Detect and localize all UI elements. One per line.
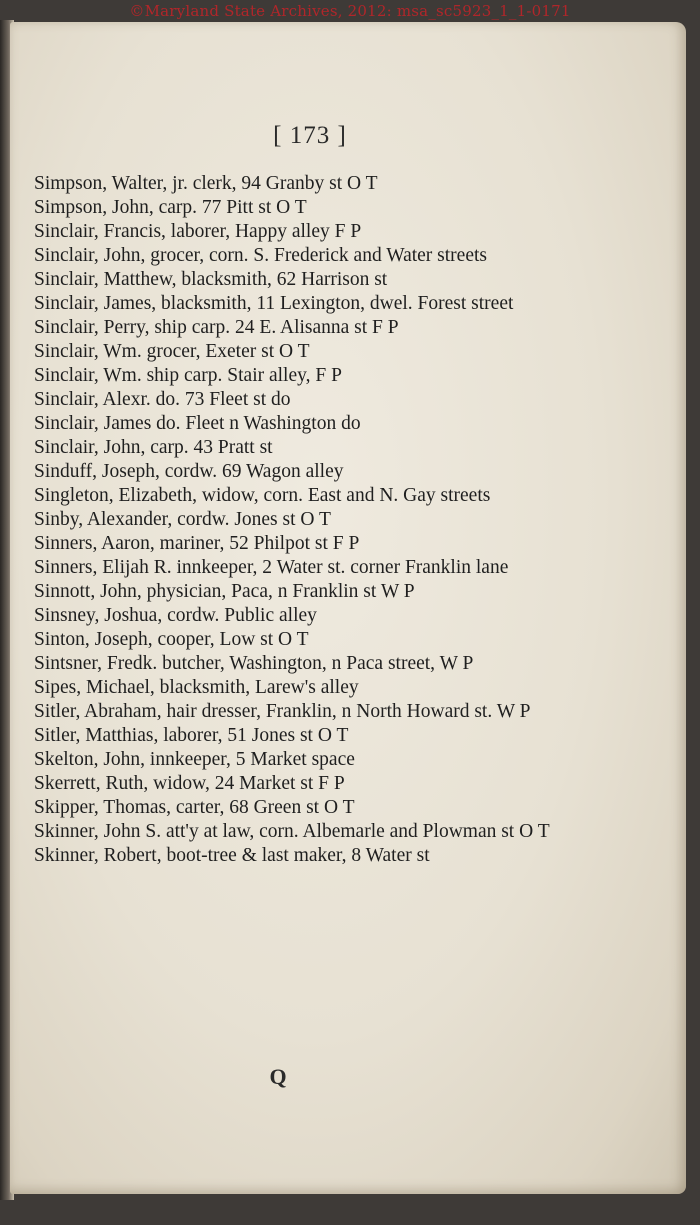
directory-entry: Sinclair, James do. Fleet n Washington do (34, 413, 361, 434)
signature-mark: Q (269, 1064, 287, 1089)
directory-entry: Sinnott, John, physician, Paca, n Franklin st W P (34, 581, 415, 602)
book-page (10, 22, 686, 1194)
directory-entry: Simpson, Walter, jr. clerk, 94 Granby st O T (34, 173, 378, 194)
directory-entry: Sinby, Alexander, cordw. Jones st O T (34, 509, 331, 530)
directory-entry: Sipes, Michael, blacksmith, Larew's alley (34, 677, 359, 698)
directory-entry: Sitler, Abraham, hair dresser, Franklin, n North Howard st. W P (34, 701, 531, 722)
directory-entry: Sinclair, Perry, ship carp. 24 E. Alisanna st F P (34, 317, 399, 338)
directory-entry: Sinclair, James, blacksmith, 11 Lexington, dwel. Forest street (34, 293, 514, 314)
directory-entry: Sinduff, Joseph, cordw. 69 Wagon alley (34, 461, 344, 482)
directory-entry: Skinner, John S. att'y at law, corn. Albemarle and Plowman st O T (34, 821, 550, 842)
directory-entry: Sinclair, Francis, laborer, Happy alley F P (34, 221, 362, 242)
directory-entry: Sinsney, Joshua, cordw. Public alley (34, 605, 317, 626)
directory-entries (34, 172, 560, 868)
directory-entry: Skipper, Thomas, carter, 68 Green st O T (34, 797, 355, 818)
directory-entry: Sinners, Aaron, mariner, 52 Philpot st F P (34, 533, 360, 554)
directory-entry: Sinton, Joseph, cooper, Low st O T (34, 629, 309, 650)
directory-entry: Sinclair, Wm. grocer, Exeter st O T (34, 341, 310, 362)
directory-entry: Sinclair, Matthew, blacksmith, 62 Harrison st (34, 269, 388, 290)
directory-entry: Sinclair, John, carp. 43 Pratt st (34, 437, 273, 458)
directory-entry: Skelton, John, innkeeper, 5 Market space (34, 749, 355, 770)
directory-entry: Skerrett, Ruth, widow, 24 Market st F P (34, 773, 345, 794)
directory-entry: Sinclair, Alexr. do. 73 Fleet st do (34, 389, 291, 410)
directory-entry: Sinclair, John, grocer, corn. S. Frederick and Water streets (34, 245, 487, 266)
directory-entry: Sinclair, Wm. ship carp. Stair alley, F P (34, 365, 342, 386)
directory-entry: Singleton, Elizabeth, widow, corn. East and N. Gay streets (34, 485, 491, 506)
directory-entry: Sitler, Matthias, laborer, 51 Jones st O T (34, 725, 349, 746)
archive-watermark: ©Maryland State Archives, 2012: msa_sc5923_1_1-0171 (129, 2, 571, 20)
directory-entry: Simpson, John, carp. 77 Pitt st O T (34, 197, 307, 218)
directory-entry: Sintsner, Fredk. butcher, Washington, n Paca street, W P (34, 653, 474, 674)
page-number: [ 173 ] (273, 122, 347, 149)
directory-entry: Skinner, Robert, boot-tree & last maker, 8 Water st (34, 845, 430, 866)
directory-entry: Sinners, Elijah R. innkeeper, 2 Water st. corner Franklin lane (34, 557, 509, 578)
